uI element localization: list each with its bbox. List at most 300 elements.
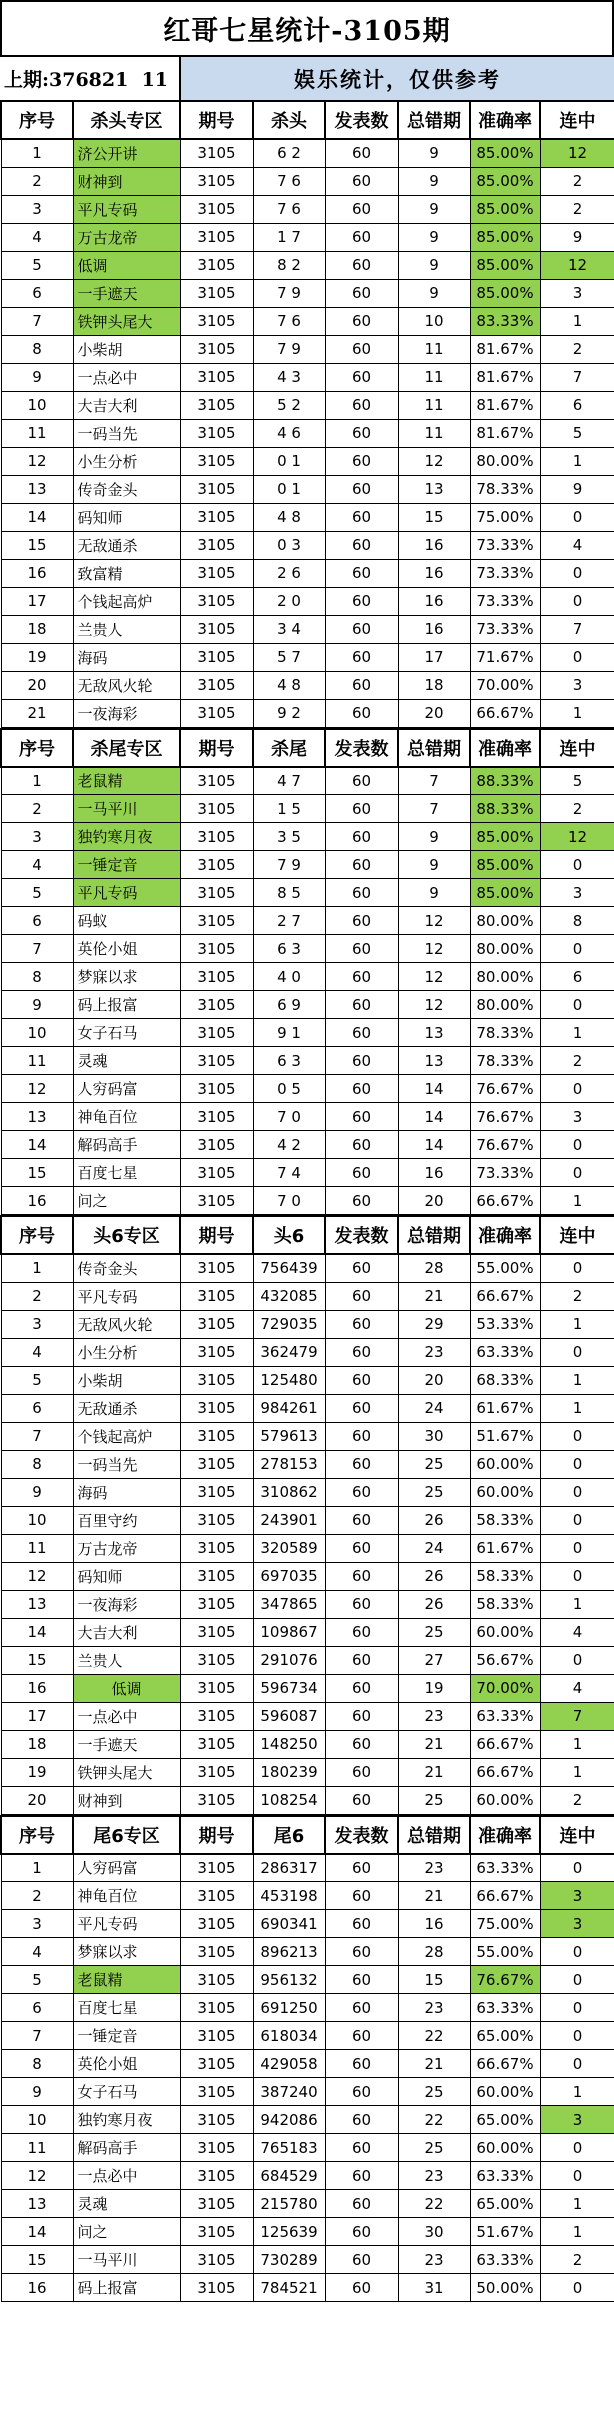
period-cell: 3105: [180, 559, 253, 587]
column-header-streak: 连中: [540, 1816, 614, 1854]
no-cell: 15: [1, 531, 73, 559]
zone-name-cell: 济公开讲: [73, 139, 180, 167]
accuracy-cell: 85.00%: [470, 223, 540, 251]
zone-name-cell: 问之: [73, 1187, 180, 1215]
accuracy-cell: 80.00%: [470, 447, 540, 475]
errors-cell: 22: [398, 2022, 470, 2050]
published-cell: 60: [325, 1450, 398, 1478]
table-row: [1, 1562, 614, 1590]
metric-cell: 0 3: [253, 531, 325, 559]
no-cell: 21: [1, 699, 73, 727]
zone-name-cell: 独钓寒月夜: [73, 823, 180, 851]
errors-cell: 23: [398, 1702, 470, 1730]
zone-name-cell: 一码当先: [73, 1450, 180, 1478]
no-cell: 1: [1, 1854, 73, 1882]
column-header-metric: 杀尾: [253, 729, 325, 767]
table-row: [1, 335, 614, 363]
errors-cell: 11: [398, 335, 470, 363]
no-cell: 6: [1, 1394, 73, 1422]
published-cell: 60: [325, 1534, 398, 1562]
accuracy-cell: 73.33%: [470, 531, 540, 559]
table-row: [1, 1366, 614, 1394]
no-cell: 8: [1, 2050, 73, 2078]
accuracy-cell: 56.67%: [470, 1646, 540, 1674]
column-header-accuracy: 准确率: [470, 1216, 540, 1254]
zone-name-cell: 大吉大利: [73, 391, 180, 419]
zone-name-cell: 女子石马: [73, 2078, 180, 2106]
zone-name-cell: 灵魂: [73, 1047, 180, 1075]
column-header-published: 发表数: [325, 101, 398, 139]
errors-cell: 12: [398, 447, 470, 475]
errors-cell: 23: [398, 2162, 470, 2190]
zone-name-cell: 一点必中: [73, 363, 180, 391]
zone-name-cell: 大吉大利: [73, 1618, 180, 1646]
metric-cell: 9 1: [253, 1019, 325, 1047]
zone-name-cell: 码知师: [73, 503, 180, 531]
metric-cell: 7 4: [253, 1159, 325, 1187]
no-cell: 5: [1, 879, 73, 907]
period-cell: 3105: [180, 1159, 253, 1187]
zone-name-cell: 万古龙帝: [73, 1534, 180, 1562]
accuracy-cell: 85.00%: [470, 279, 540, 307]
table-row: [1, 1478, 614, 1506]
metric-cell: 7 6: [253, 307, 325, 335]
table-row: [1, 1159, 614, 1187]
published-cell: 60: [325, 991, 398, 1019]
no-cell: 4: [1, 851, 73, 879]
table-row: [1, 251, 614, 279]
accuracy-cell: 66.67%: [470, 1758, 540, 1786]
streak-cell: 12: [540, 823, 614, 851]
published-cell: 60: [325, 1159, 398, 1187]
table-row: [1, 1618, 614, 1646]
subheader: [0, 57, 614, 100]
metric-cell: 0 5: [253, 1075, 325, 1103]
accuracy-cell: 73.33%: [470, 615, 540, 643]
table-row: [1, 1019, 614, 1047]
period-cell: 3105: [180, 1618, 253, 1646]
errors-cell: 24: [398, 1534, 470, 1562]
errors-cell: 11: [398, 363, 470, 391]
streak-cell: 0: [540, 1938, 614, 1966]
streak-cell: 4: [540, 531, 614, 559]
metric-cell: 4 2: [253, 1131, 325, 1159]
published-cell: 60: [325, 1478, 398, 1506]
disclaimer-banner: 娱乐统计，仅供参考: [181, 57, 614, 100]
table-row: [1, 671, 614, 699]
column-header-name: 尾6专区: [73, 1816, 180, 1854]
zone-name-cell: 百度七星: [73, 1159, 180, 1187]
column-header-published: 发表数: [325, 1816, 398, 1854]
errors-cell: 16: [398, 587, 470, 615]
streak-cell: 1: [540, 307, 614, 335]
metric-cell: 432085: [253, 1282, 325, 1310]
published-cell: 60: [325, 1394, 398, 1422]
period-cell: 3105: [180, 335, 253, 363]
table-row: [1, 2078, 614, 2106]
table-row: [1, 1730, 614, 1758]
metric-cell: 3 4: [253, 615, 325, 643]
column-header-published: 发表数: [325, 1216, 398, 1254]
period-cell: 3105: [180, 223, 253, 251]
table-row: [1, 851, 614, 879]
errors-cell: 12: [398, 907, 470, 935]
metric-cell: 4 3: [253, 363, 325, 391]
published-cell: 60: [325, 2078, 398, 2106]
metric-cell: 7 9: [253, 335, 325, 363]
accuracy-cell: 85.00%: [470, 823, 540, 851]
table-row: [1, 963, 614, 991]
metric-cell: 362479: [253, 1338, 325, 1366]
zone-name-cell: 英伦小姐: [73, 935, 180, 963]
period-cell: 3105: [180, 1310, 253, 1338]
period-cell: 3105: [180, 2022, 253, 2050]
streak-cell: 0: [540, 1478, 614, 1506]
errors-cell: 9: [398, 823, 470, 851]
zone-name-cell: 一夜海彩: [73, 1590, 180, 1618]
no-cell: 3: [1, 1910, 73, 1938]
errors-cell: 11: [398, 391, 470, 419]
metric-cell: 690341: [253, 1910, 325, 1938]
accuracy-cell: 55.00%: [470, 1254, 540, 1282]
accuracy-cell: 60.00%: [470, 1786, 540, 1814]
metric-cell: 579613: [253, 1422, 325, 1450]
no-cell: 4: [1, 1938, 73, 1966]
zone-name-cell: 小生分析: [73, 447, 180, 475]
table-row: [1, 2050, 614, 2078]
published-cell: 60: [325, 1910, 398, 1938]
table-row: [1, 1534, 614, 1562]
zone-name-cell: 神龟百位: [73, 1882, 180, 1910]
no-cell: 15: [1, 1159, 73, 1187]
errors-cell: 31: [398, 2274, 470, 2302]
published-cell: 60: [325, 2050, 398, 2078]
table-row: [1, 699, 614, 727]
metric-cell: 756439: [253, 1254, 325, 1282]
metric-cell: 4 8: [253, 671, 325, 699]
published-cell: 60: [325, 559, 398, 587]
metric-cell: 618034: [253, 2022, 325, 2050]
accuracy-cell: 63.33%: [470, 2162, 540, 2190]
streak-cell: 2: [540, 2246, 614, 2274]
errors-cell: 19: [398, 1674, 470, 1702]
period-cell: 3105: [180, 1994, 253, 2022]
column-header-accuracy: 准确率: [470, 101, 540, 139]
accuracy-cell: 50.00%: [470, 2274, 540, 2302]
table-row: [1, 2190, 614, 2218]
table-header-row: [1, 1216, 614, 1254]
accuracy-cell: 73.33%: [470, 1159, 540, 1187]
table-row: [1, 1047, 614, 1075]
table-row: [1, 139, 614, 167]
no-cell: 17: [1, 587, 73, 615]
no-cell: 11: [1, 2134, 73, 2162]
no-cell: 14: [1, 1131, 73, 1159]
period-cell: 3105: [180, 615, 253, 643]
zone-name-cell: 无敌通杀: [73, 1394, 180, 1422]
zone-name-cell: 独钓寒月夜: [73, 2106, 180, 2134]
no-cell: 13: [1, 1590, 73, 1618]
table-row: [1, 643, 614, 671]
metric-cell: 148250: [253, 1730, 325, 1758]
period-cell: 3105: [180, 879, 253, 907]
metric-cell: 4 7: [253, 767, 325, 795]
errors-cell: 17: [398, 643, 470, 671]
errors-cell: 25: [398, 1786, 470, 1814]
streak-cell: 1: [540, 1730, 614, 1758]
zone-name-cell: 人穷码富: [73, 1075, 180, 1103]
page-title: 红哥七星统计-3105期: [0, 0, 614, 57]
accuracy-cell: 65.00%: [470, 2106, 540, 2134]
table-row: [1, 935, 614, 963]
errors-cell: 25: [398, 1450, 470, 1478]
published-cell: 60: [325, 1646, 398, 1674]
table-row: [1, 991, 614, 1019]
published-cell: 60: [325, 1131, 398, 1159]
column-header-name: 杀头专区: [73, 101, 180, 139]
published-cell: 60: [325, 167, 398, 195]
period-cell: 3105: [180, 2162, 253, 2190]
accuracy-cell: 80.00%: [470, 907, 540, 935]
streak-cell: 2: [540, 1282, 614, 1310]
metric-cell: 243901: [253, 1506, 325, 1534]
accuracy-cell: 66.67%: [470, 1187, 540, 1215]
streak-cell: 0: [540, 2134, 614, 2162]
errors-cell: 20: [398, 1187, 470, 1215]
errors-cell: 18: [398, 671, 470, 699]
no-cell: 6: [1, 279, 73, 307]
column-header-metric: 尾6: [253, 1816, 325, 1854]
no-cell: 16: [1, 559, 73, 587]
period-cell: 3105: [180, 2106, 253, 2134]
accuracy-cell: 88.33%: [470, 795, 540, 823]
no-cell: 10: [1, 1506, 73, 1534]
table-row: [1, 475, 614, 503]
streak-cell: 2: [540, 1047, 614, 1075]
metric-cell: 320589: [253, 1534, 325, 1562]
zone-name-cell: 一锤定音: [73, 2022, 180, 2050]
errors-cell: 11: [398, 419, 470, 447]
streak-cell: 5: [540, 419, 614, 447]
accuracy-cell: 85.00%: [470, 251, 540, 279]
metric-cell: 7 0: [253, 1187, 325, 1215]
streak-cell: 0: [540, 1254, 614, 1282]
metric-cell: 3 5: [253, 823, 325, 851]
period-cell: 3105: [180, 935, 253, 963]
metric-cell: 180239: [253, 1758, 325, 1786]
streak-cell: 3: [540, 279, 614, 307]
column-header-metric: 杀头: [253, 101, 325, 139]
streak-cell: 3: [540, 1103, 614, 1131]
table-row: [1, 2022, 614, 2050]
zone-name-cell: 海码: [73, 1478, 180, 1506]
period-cell: 3105: [180, 1187, 253, 1215]
zone-name-cell: 海码: [73, 643, 180, 671]
no-cell: 8: [1, 335, 73, 363]
zone-name-cell: 梦寐以求: [73, 1938, 180, 1966]
accuracy-cell: 61.67%: [470, 1534, 540, 1562]
period-cell: 3105: [180, 1394, 253, 1422]
streak-cell: 0: [540, 1422, 614, 1450]
errors-cell: 29: [398, 1310, 470, 1338]
table-row: [1, 1590, 614, 1618]
streak-cell: 1: [540, 2078, 614, 2106]
no-cell: 11: [1, 1534, 73, 1562]
metric-cell: 7 0: [253, 1103, 325, 1131]
no-cell: 3: [1, 823, 73, 851]
streak-cell: 0: [540, 851, 614, 879]
published-cell: 60: [325, 879, 398, 907]
zone-name-cell: 财神到: [73, 1786, 180, 1814]
period-cell: 3105: [180, 2274, 253, 2302]
period-cell: 3105: [180, 2078, 253, 2106]
published-cell: 60: [325, 2274, 398, 2302]
published-cell: 60: [325, 1786, 398, 1814]
published-cell: 60: [325, 1854, 398, 1882]
zone-name-cell: 无敌通杀: [73, 531, 180, 559]
zone-name-cell: 老鼠精: [73, 767, 180, 795]
column-header-errors: 总错期: [398, 101, 470, 139]
period-cell: 3105: [180, 1786, 253, 1814]
errors-cell: 12: [398, 963, 470, 991]
table-row: [1, 2162, 614, 2190]
table-row: [1, 1758, 614, 1786]
accuracy-cell: 76.67%: [470, 1075, 540, 1103]
accuracy-cell: 60.00%: [470, 2078, 540, 2106]
errors-cell: 23: [398, 1338, 470, 1366]
period-cell: 3105: [180, 2246, 253, 2274]
accuracy-cell: 66.67%: [470, 2050, 540, 2078]
streak-cell: 1: [540, 1758, 614, 1786]
streak-cell: 1: [540, 1310, 614, 1338]
no-cell: 18: [1, 1730, 73, 1758]
metric-cell: 109867: [253, 1618, 325, 1646]
column-header-errors: 总错期: [398, 1216, 470, 1254]
no-cell: 14: [1, 2218, 73, 2246]
no-cell: 3: [1, 1310, 73, 1338]
accuracy-cell: 63.33%: [470, 1854, 540, 1882]
errors-cell: 21: [398, 1730, 470, 1758]
streak-cell: 0: [540, 2022, 614, 2050]
errors-cell: 25: [398, 2078, 470, 2106]
errors-cell: 9: [398, 195, 470, 223]
streak-cell: 9: [540, 223, 614, 251]
published-cell: 60: [325, 1047, 398, 1075]
period-cell: 3105: [180, 767, 253, 795]
no-cell: 15: [1, 1646, 73, 1674]
period-cell: 3105: [180, 1019, 253, 1047]
no-cell: 13: [1, 1103, 73, 1131]
accuracy-cell: 58.33%: [470, 1562, 540, 1590]
streak-cell: 0: [540, 643, 614, 671]
no-cell: 18: [1, 615, 73, 643]
accuracy-cell: 80.00%: [470, 991, 540, 1019]
errors-cell: 16: [398, 615, 470, 643]
metric-cell: 7 9: [253, 851, 325, 879]
metric-cell: 684529: [253, 2162, 325, 2190]
period-cell: 3105: [180, 1450, 253, 1478]
period-cell: 3105: [180, 2134, 253, 2162]
errors-cell: 16: [398, 559, 470, 587]
zone-name-cell: 百度七星: [73, 1994, 180, 2022]
zone-name-cell: 码知师: [73, 1562, 180, 1590]
zone-name-cell: 一手遮天: [73, 279, 180, 307]
zone-name-cell: 无敌风火轮: [73, 671, 180, 699]
streak-cell: 2: [540, 335, 614, 363]
accuracy-cell: 66.67%: [470, 699, 540, 727]
zone-name-cell: 百里守约: [73, 1506, 180, 1534]
column-header-published: 发表数: [325, 729, 398, 767]
zone-name-cell: 一点必中: [73, 2162, 180, 2190]
table-row: [1, 1786, 614, 1814]
metric-cell: 942086: [253, 2106, 325, 2134]
streak-cell: 0: [540, 2050, 614, 2078]
accuracy-cell: 63.33%: [470, 2246, 540, 2274]
period-cell: 3105: [180, 1131, 253, 1159]
published-cell: 60: [325, 419, 398, 447]
table-row: [1, 1910, 614, 1938]
no-cell: 1: [1, 139, 73, 167]
no-cell: 6: [1, 1994, 73, 2022]
no-cell: 12: [1, 2162, 73, 2190]
no-cell: 19: [1, 1758, 73, 1786]
period-cell: 3105: [180, 1282, 253, 1310]
streak-cell: 0: [540, 1994, 614, 2022]
period-cell: 3105: [180, 363, 253, 391]
metric-cell: 387240: [253, 2078, 325, 2106]
no-cell: 19: [1, 643, 73, 671]
column-header-streak: 连中: [540, 101, 614, 139]
zone-name-cell: 兰贵人: [73, 615, 180, 643]
streak-cell: 2: [540, 195, 614, 223]
zone-name-cell: 平凡专码: [73, 1910, 180, 1938]
period-cell: 3105: [180, 671, 253, 699]
streak-cell: 0: [540, 2162, 614, 2190]
published-cell: 60: [325, 2218, 398, 2246]
errors-cell: 27: [398, 1646, 470, 1674]
period-cell: 3105: [180, 1562, 253, 1590]
errors-cell: 30: [398, 1422, 470, 1450]
streak-cell: 0: [540, 1131, 614, 1159]
zone-name-cell: 英伦小姐: [73, 2050, 180, 2078]
zone-name-cell: 梦寐以求: [73, 963, 180, 991]
errors-cell: 26: [398, 1506, 470, 1534]
metric-cell: 697035: [253, 1562, 325, 1590]
streak-cell: 0: [540, 1159, 614, 1187]
errors-cell: 25: [398, 1478, 470, 1506]
previous-draw-result: 上期:376821 11: [0, 57, 181, 100]
zone-name-cell: 一点必中: [73, 1702, 180, 1730]
table-row: [1, 1646, 614, 1674]
column-header-metric: 头6: [253, 1216, 325, 1254]
zone-name-cell: 小柴胡: [73, 335, 180, 363]
accuracy-cell: 76.67%: [470, 1966, 540, 1994]
table-row: [1, 1075, 614, 1103]
metric-cell: 4 8: [253, 503, 325, 531]
errors-cell: 23: [398, 1854, 470, 1882]
metric-cell: 215780: [253, 2190, 325, 2218]
period-cell: 3105: [180, 531, 253, 559]
zone-name-cell: 一马平川: [73, 795, 180, 823]
metric-cell: 1 5: [253, 795, 325, 823]
published-cell: 60: [325, 1562, 398, 1590]
column-header-period: 期号: [180, 101, 253, 139]
period-cell: 3105: [180, 307, 253, 335]
column-header-no: 序号: [1, 729, 73, 767]
streak-cell: 3: [540, 1910, 614, 1938]
table-row: [1, 195, 614, 223]
no-cell: 20: [1, 1786, 73, 1814]
